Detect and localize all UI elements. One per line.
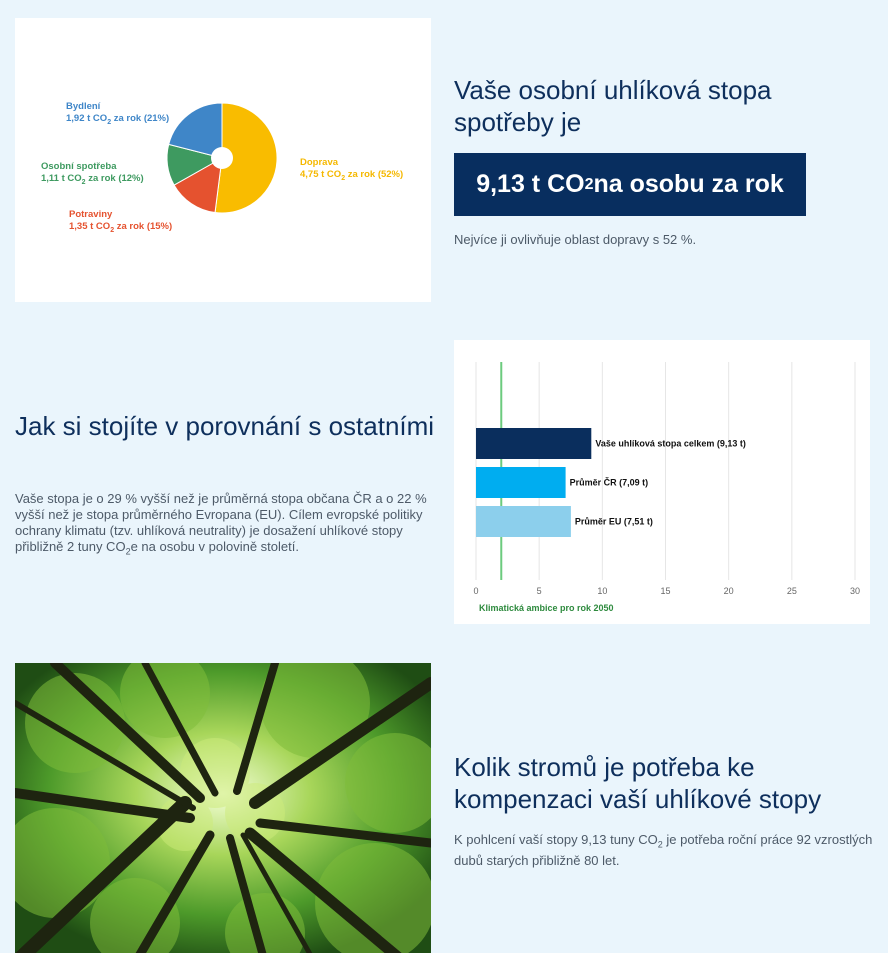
comparison-bar-card (454, 340, 870, 624)
x-tick-label: 15 (660, 586, 671, 596)
x-tick-label: 5 (536, 586, 542, 596)
x-tick-label: 30 (849, 586, 861, 596)
x-tick-label: 0 (473, 586, 479, 596)
x-tick-label: 10 (597, 586, 608, 596)
bar-1 (476, 467, 566, 498)
personal-footprint-heading: Vaše osobní uhlíková stopa spotřeby je (454, 75, 772, 137)
bar-0 (476, 428, 591, 459)
comparison-heading: Jak si stojíte v porovnání s ostatními (15, 411, 435, 441)
comparison-text: Vaše stopa je o 29 % vyšší než je průměrná stopa občana ČR a o 22 % vyšší než je stopa průměrného Evropana (EU). Cílem evropské politiky ochrany klimatu (tzv. uhlíková neutrality) je dosažení uhlíkové stopy přibližně 2 tuny $CO_2e$ na osobu v polovině století. (15, 491, 427, 557)
climate-ambition-label: Klimatická ambice pro rok 2050 (479, 603, 614, 613)
x-tick-label: 25 (786, 586, 797, 596)
pie-label-housing: Bydlení 1,92 t $CO_2$ za rok (21%) (66, 101, 170, 126)
pie-center-hole (211, 147, 233, 169)
forest-photo (15, 663, 431, 953)
bar-label: Průměr EU (7,51 t) (574, 516, 653, 527)
bar-label: Průměr ČR (7,09 t) (569, 477, 649, 488)
bar-2 (476, 506, 571, 537)
pie-label-consumption: Osobní spotřeba 1,11 t $CO_2$ za rok (12%) (41, 161, 144, 186)
forest-canopy-image (15, 663, 431, 953)
footprint-note: Nejvíce ji ovlivňuje oblast dopravy s 52 %. (454, 232, 697, 247)
trees-heading: Kolik stromů je potřeba ke kompenzaci vaší uhlíkové stopy (454, 752, 822, 814)
footprint-result-badge: 9,13 t CO 2 na osobu za rok (454, 153, 806, 216)
comparison-bar-chart (454, 340, 870, 624)
trees-text: K pohlcení vaší stopy 9,13 tuny $CO_2$ je potřeba roční práce 92 vzrostlých dubů starých přibližně 80 let. (454, 832, 873, 868)
footprint-pie-card (15, 18, 431, 302)
pie-label-food: Potraviny 1,35 t $CO_2$ za rok (15%) (69, 209, 173, 234)
bar-label: Vaše uhlíková stopa celkem (9,13 t) (595, 438, 746, 449)
pie-label-transport: Doprava 4,75 t $CO_2$ za rok (52%) (300, 157, 404, 182)
x-tick-label: 20 (723, 586, 734, 596)
